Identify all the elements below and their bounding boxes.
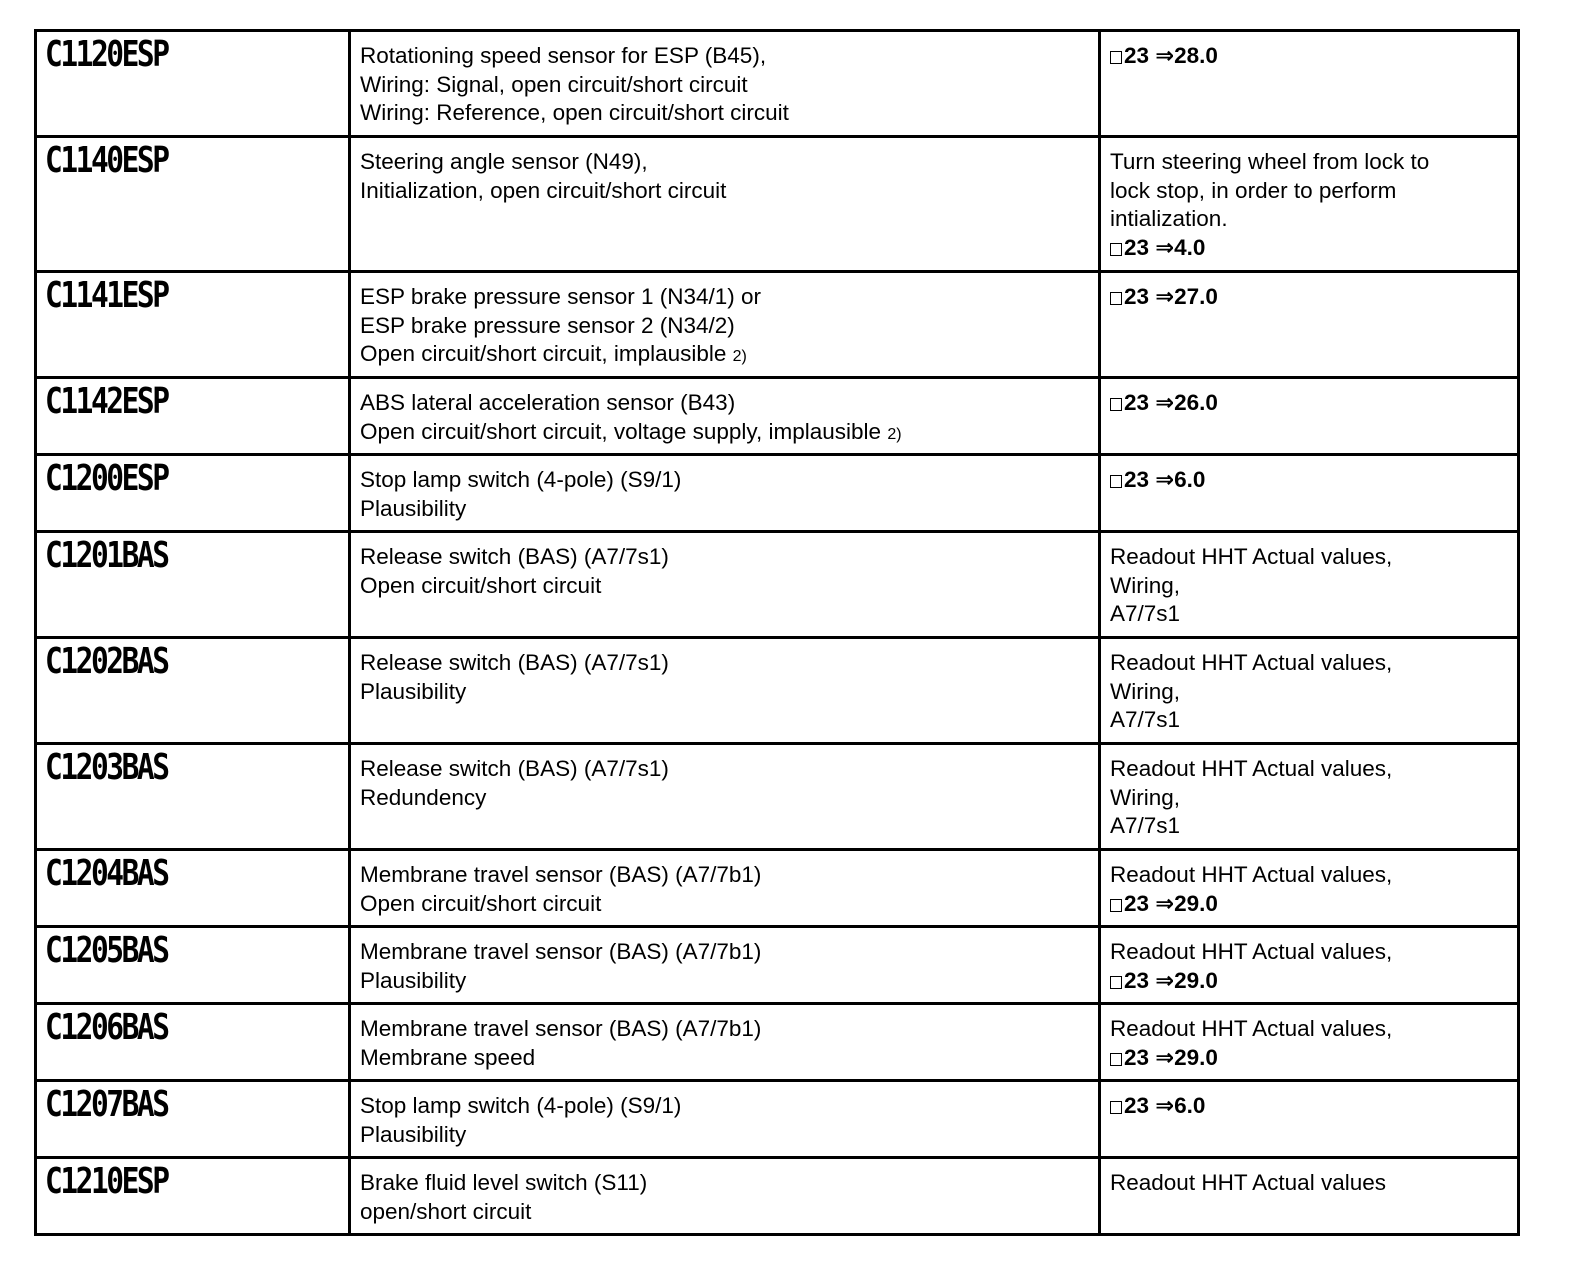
description-line xyxy=(360,99,1090,128)
description-line xyxy=(360,466,1090,495)
fault-code-cell xyxy=(36,378,350,455)
description-text: Release switch (BAS) (A7/7s1) xyxy=(360,544,669,569)
fault-code: C1201BAS xyxy=(45,535,168,576)
description-cell xyxy=(350,272,1100,378)
footnote-marker: 2) xyxy=(887,425,902,443)
remedy-line: Readout HHT Actual values, xyxy=(1110,1016,1393,1041)
fault-code: C1120ESP xyxy=(45,34,168,75)
reference-link[interactable] xyxy=(1110,890,1509,919)
fault-code: C1210ESP xyxy=(45,1161,168,1202)
fault-code-cell xyxy=(36,1004,350,1081)
fault-code-cell xyxy=(36,850,350,927)
remedy-cell xyxy=(1100,272,1519,378)
table-row xyxy=(36,850,1519,927)
description-line xyxy=(360,1044,1090,1073)
table-row xyxy=(36,638,1519,744)
description-text: Membrane travel sensor (BAS) (A7/7b1) xyxy=(360,862,762,887)
description-text: open/short circuit xyxy=(360,1198,532,1224)
description-text: Brake fluid level switch (S11) xyxy=(360,1170,648,1195)
fault-code-cell xyxy=(36,137,350,272)
description-cell xyxy=(350,1158,1100,1235)
box-icon xyxy=(1110,243,1122,256)
description-line xyxy=(360,890,1090,919)
fault-code-cell xyxy=(36,455,350,532)
footnote-marker: 2) xyxy=(732,348,747,365)
table-row xyxy=(36,1081,1519,1158)
description-line xyxy=(360,283,1090,312)
box-icon xyxy=(1110,475,1122,488)
description-line xyxy=(360,1198,1090,1227)
fault-code: C1205BAS xyxy=(45,930,168,971)
remedy-cell xyxy=(1100,137,1519,272)
reference-text: 23 ⇒6.0 xyxy=(1124,1093,1206,1118)
description-line xyxy=(360,389,1090,418)
remedy-line: A7/7s1 xyxy=(1110,601,1181,626)
fault-code: C1202BAS xyxy=(45,641,168,682)
description-line xyxy=(360,861,1090,890)
remedy-line: Readout HHT Actual values, xyxy=(1110,939,1393,964)
reference-text: 23 ⇒29.0 xyxy=(1124,1044,1218,1070)
description-cell xyxy=(350,455,1100,532)
reference-text: 23 ⇒27.0 xyxy=(1124,284,1218,309)
remedy-cell xyxy=(1100,1004,1519,1081)
description-line xyxy=(360,678,1090,707)
box-icon xyxy=(1110,51,1122,64)
description-text: Wiring: Signal, open circuit/short circuit xyxy=(360,71,748,97)
description-line xyxy=(360,1169,1090,1198)
remedy-cell xyxy=(1100,744,1519,850)
description-cell xyxy=(350,31,1100,137)
description-text: Stop lamp switch (4-pole) (S9/1) xyxy=(360,1093,682,1118)
box-icon xyxy=(1110,899,1122,912)
description-line xyxy=(360,543,1090,572)
fault-code-cell xyxy=(36,927,350,1004)
description-text: Plausibility xyxy=(360,1121,467,1147)
fault-code-cell xyxy=(36,638,350,744)
fault-code-cell xyxy=(36,532,350,638)
remedy-cell xyxy=(1100,31,1519,137)
remedy-cell xyxy=(1100,532,1519,638)
remedy-line: Wiring, xyxy=(1110,784,1181,810)
table-body xyxy=(36,31,1519,1235)
remedy-line: Readout HHT Actual values, xyxy=(1110,862,1393,887)
description-line xyxy=(360,177,1090,206)
description-line xyxy=(360,1092,1090,1121)
remedy-cell xyxy=(1100,378,1519,455)
description-line xyxy=(360,312,1090,341)
description-line xyxy=(360,71,1090,100)
description-text: Membrane travel sensor (BAS) (A7/7b1) xyxy=(360,1016,762,1041)
table-row xyxy=(36,272,1519,378)
description-line xyxy=(360,572,1090,601)
remedy-line: Wiring, xyxy=(1110,678,1181,704)
description-cell xyxy=(350,137,1100,272)
box-icon xyxy=(1110,398,1122,411)
fault-code-cell xyxy=(36,744,350,850)
remedy-line: Turn steering wheel from lock to xyxy=(1110,149,1430,174)
description-cell xyxy=(350,378,1100,455)
remedy-line: Readout HHT Actual values, xyxy=(1110,756,1393,781)
remedy-cell xyxy=(1100,850,1519,927)
fault-code-cell xyxy=(36,1158,350,1235)
description-line xyxy=(360,1015,1090,1044)
description-text: Wiring: Reference, open circuit/short circuit xyxy=(360,100,789,125)
reference-text: 23 ⇒6.0 xyxy=(1124,467,1206,492)
description-text: Open circuit/short circuit xyxy=(360,572,602,598)
fault-code: C1142ESP xyxy=(45,381,168,422)
description-line xyxy=(360,967,1090,996)
description-text: Open circuit/short circuit, voltage supply, implausible xyxy=(360,418,882,444)
reference-link[interactable] xyxy=(1110,42,1509,71)
reference-link[interactable] xyxy=(1110,967,1509,996)
description-line xyxy=(360,418,1090,450)
remedy-line: lock stop, in order to perform xyxy=(1110,177,1397,203)
remedy-cell xyxy=(1100,1081,1519,1158)
description-cell xyxy=(350,927,1100,1004)
fault-code: C1140ESP xyxy=(45,140,168,181)
description-text: Redundency xyxy=(360,784,487,810)
fault-code: C1141ESP xyxy=(45,275,168,316)
remedy-line: intialization. xyxy=(1110,206,1228,231)
table-row xyxy=(36,455,1519,532)
description-text: Open circuit/short circuit, implausible xyxy=(360,341,727,366)
description-text: Initialization, open circuit/short circuit xyxy=(360,177,727,203)
reference-link[interactable] xyxy=(1110,466,1509,495)
table-row xyxy=(36,137,1519,272)
box-icon xyxy=(1110,1053,1122,1066)
fault-code: C1200ESP xyxy=(45,458,168,499)
table-row xyxy=(36,31,1519,137)
remedy-line: Wiring, xyxy=(1110,572,1181,598)
reference-text: 23 ⇒4.0 xyxy=(1124,234,1206,260)
description-text: Release switch (BAS) (A7/7s1) xyxy=(360,650,669,675)
table-row xyxy=(36,927,1519,1004)
description-text: ESP brake pressure sensor 2 (N34/2) xyxy=(360,312,735,338)
fault-code-cell xyxy=(36,1081,350,1158)
reference-text: 23 ⇒28.0 xyxy=(1124,43,1218,68)
fault-code: C1207BAS xyxy=(45,1084,168,1125)
reference-text: 23 ⇒29.0 xyxy=(1124,890,1218,916)
description-line xyxy=(360,148,1090,177)
description-text: Stop lamp switch (4-pole) (S9/1) xyxy=(360,467,682,492)
description-line xyxy=(360,495,1090,524)
remedy-cell xyxy=(1100,927,1519,1004)
description-cell xyxy=(350,1004,1100,1081)
table-row xyxy=(36,1004,1519,1081)
fault-code: C1204BAS xyxy=(45,853,168,894)
description-text: Membrane travel sensor (BAS) (A7/7b1) xyxy=(360,939,762,964)
description-line xyxy=(360,42,1090,71)
description-cell xyxy=(350,1081,1100,1158)
reference-text: 23 ⇒29.0 xyxy=(1124,967,1218,993)
remedy-line: Readout HHT Actual values, xyxy=(1110,650,1393,675)
remedy-line: A7/7s1 xyxy=(1110,707,1181,732)
table-row xyxy=(36,532,1519,638)
description-text: Steering angle sensor (N49), xyxy=(360,149,648,174)
description-text: ABS lateral acceleration sensor (B43) xyxy=(360,390,736,415)
reference-link[interactable] xyxy=(1110,234,1509,263)
description-line xyxy=(360,649,1090,678)
table-row xyxy=(36,1158,1519,1235)
remedy-line: Readout HHT Actual values xyxy=(1110,1170,1386,1195)
description-cell xyxy=(350,850,1100,927)
table-row xyxy=(36,744,1519,850)
remedy-line: Readout HHT Actual values, xyxy=(1110,544,1393,569)
fault-code: C1203BAS xyxy=(45,747,168,788)
description-cell xyxy=(350,744,1100,850)
fault-code: C1206BAS xyxy=(45,1007,168,1048)
description-line xyxy=(360,1121,1090,1150)
remedy-line: A7/7s1 xyxy=(1110,813,1181,838)
remedy-cell xyxy=(1100,638,1519,744)
description-text: ESP brake pressure sensor 1 (N34/1) or xyxy=(360,284,762,309)
table-row xyxy=(36,378,1519,455)
box-icon xyxy=(1110,976,1122,989)
description-cell xyxy=(350,532,1100,638)
description-line xyxy=(360,755,1090,784)
description-text: Plausibility xyxy=(360,495,467,521)
remedy-cell xyxy=(1100,1158,1519,1235)
description-text: Plausibility xyxy=(360,678,467,704)
reference-link[interactable] xyxy=(1110,389,1509,418)
description-text: Rotationing speed sensor for ESP (B45), xyxy=(360,43,767,68)
fault-code-cell xyxy=(36,31,350,137)
description-line xyxy=(360,340,1090,372)
description-text: Membrane speed xyxy=(360,1044,536,1070)
description-line xyxy=(360,938,1090,967)
reference-link[interactable] xyxy=(1110,1092,1509,1121)
box-icon xyxy=(1110,1101,1122,1114)
description-text: Open circuit/short circuit xyxy=(360,890,602,916)
reference-link[interactable] xyxy=(1110,1044,1509,1073)
description-line xyxy=(360,784,1090,813)
reference-link[interactable] xyxy=(1110,283,1509,312)
description-text: Plausibility xyxy=(360,967,467,993)
box-icon xyxy=(1110,292,1122,305)
fault-code-table xyxy=(34,29,1520,1236)
description-text: Release switch (BAS) (A7/7s1) xyxy=(360,756,669,781)
reference-text: 23 ⇒26.0 xyxy=(1124,390,1218,415)
remedy-cell xyxy=(1100,455,1519,532)
fault-code-cell xyxy=(36,272,350,378)
description-cell xyxy=(350,638,1100,744)
